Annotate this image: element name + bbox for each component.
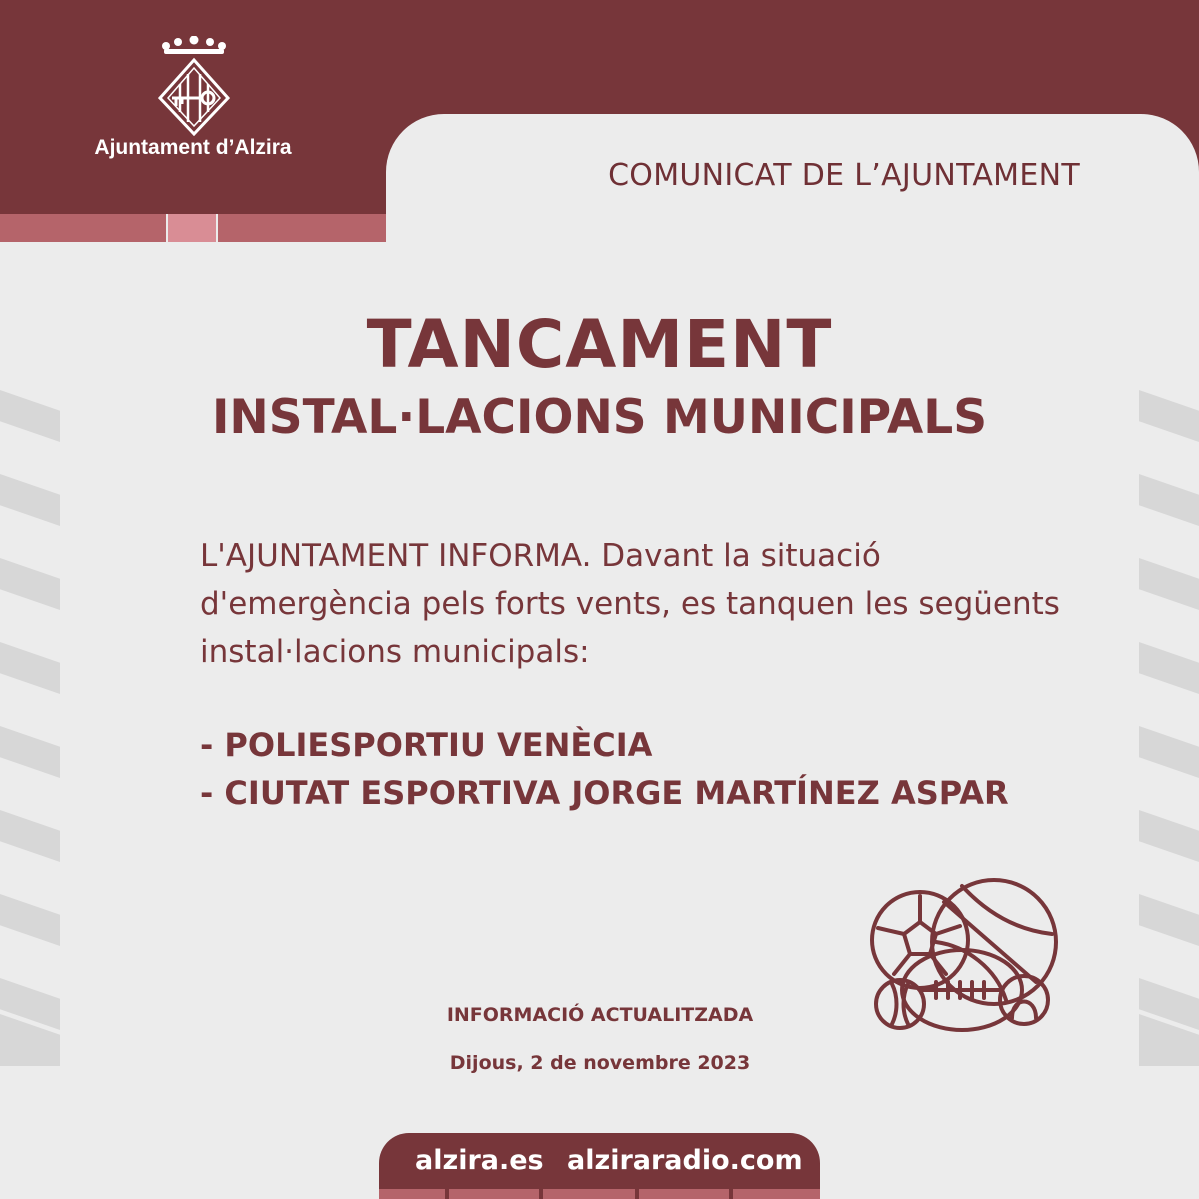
update-label: INFORMACIÓ ACTUALITZADA [446,1004,754,1026]
alziraradio-link[interactable]: alziraradio.com [567,1145,803,1176]
footer-strip [379,1189,820,1199]
coat-of-arms-icon [158,36,230,136]
alzira-link[interactable]: alzira.es [415,1145,544,1176]
accent-strip [0,214,386,242]
facility-item: - POLIESPORTIU VENÈCIA [200,726,653,764]
logo [86,36,300,166]
footer-bar [379,1133,820,1199]
logo-text: Ajuntament d’Alzira [94,136,292,159]
title-main: TANCAMENT [366,306,833,383]
title-sub: INSTAL·LACIONS MUNICIPALS [211,390,988,445]
header-label: COMUNICAT DE L’AJUNTAMENT [608,158,1080,193]
update-date: Dijous, 2 de novembre 2023 [449,1052,751,1074]
body-intro: L'AJUNTAMENT INFORMA. Davant la situació d'emergència pels forts vents, es tanquen les següents instal·lacions municipals: [200,538,1060,670]
facility-item: - CIUTAT ESPORTIVA JORGE MARTÍNEZ ASPAR [200,774,1009,812]
sports-balls-icon [866,872,1062,1038]
